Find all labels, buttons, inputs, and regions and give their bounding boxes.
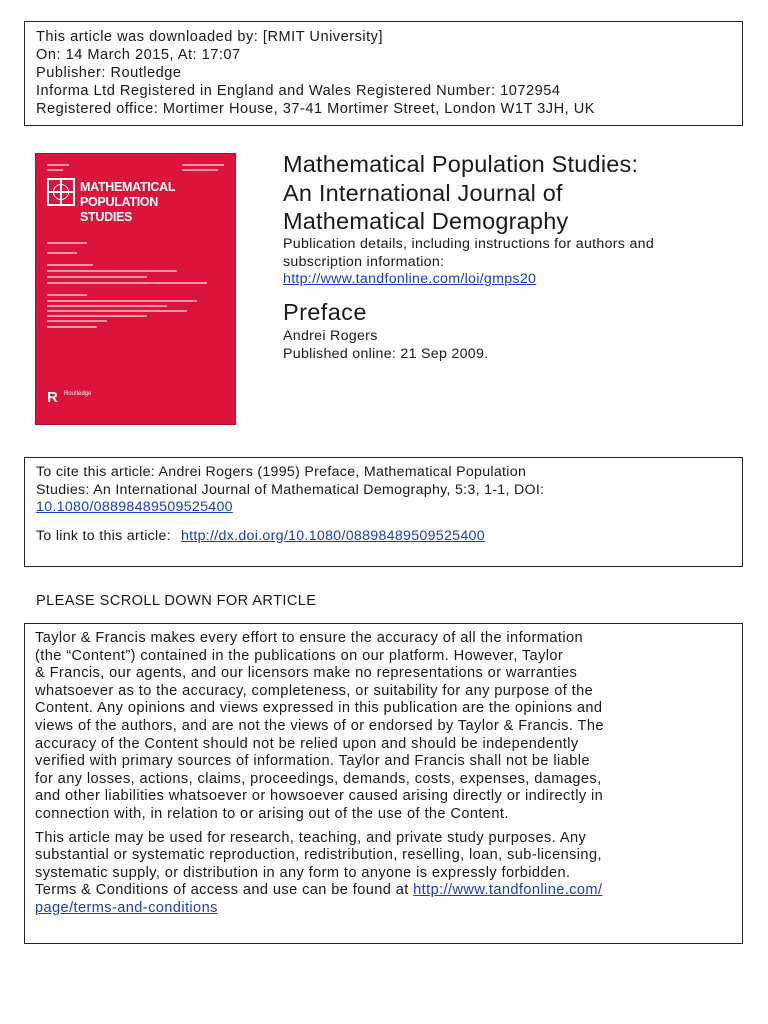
scroll-notice: PLEASE SCROLL DOWN FOR ARTICLE (36, 593, 317, 609)
disclaimer-line: and other liabilities whatsoever or howsoever caused arising directly or indirectly in (35, 788, 604, 805)
disclaimer-line: verified with primary sources of information. Taylor and Francis shall not be liable (35, 753, 590, 770)
disclaimer-line: accuracy of the Content should not be relied upon and should be independently (35, 735, 579, 752)
citation-line: Studies: An International Journal of Mathematical Demography, 5:3, 1-1, DOI: (36, 481, 545, 498)
download-info-line: Registered office: Mortimer House, 37-41 Mortimer Street, London W1T 3JH, UK (36, 101, 595, 117)
usage-line: systematic supply, or distribution in any form to anyone is expressly forbidden. (35, 864, 571, 881)
cover-text-line (47, 305, 167, 307)
cover-emblem-icon (47, 178, 75, 206)
cover-text-line (47, 310, 187, 312)
cover-text-line (47, 315, 147, 317)
download-info-line: Informa Ltd Registered in England and Wales Registered Number: 1072954 (36, 83, 561, 99)
disclaimer-line: views of the authors, and are not the views of or endorsed by Taylor & Francis. The (35, 717, 604, 734)
article-link-label: To link to this article: (36, 527, 171, 544)
cover-text-line (47, 276, 147, 278)
disclaimer-box (24, 623, 743, 944)
usage-paragraph (35, 830, 732, 918)
cover-text-line (182, 164, 224, 166)
cover-title-line: POPULATION (80, 195, 159, 209)
cover-title (80, 180, 230, 225)
disclaimer-line: for any losses, actions, claims, proceedings, demands, costs, expenses, damages, (35, 770, 602, 787)
citation-line: To cite this article: Andrei Rogers (1995) Preface, Mathematical Population (36, 464, 527, 480)
download-info-box (24, 21, 743, 126)
published-date: Published online: 21 Sep 2009. (283, 345, 489, 362)
cover-text-line (47, 282, 207, 284)
download-info-line: This article was downloaded by: [RMIT University] (36, 29, 384, 45)
cover-text-line (47, 252, 77, 254)
article-title: Preface (283, 299, 367, 325)
download-info-line: On: 14 March 2015, At: 17:07 (36, 47, 241, 63)
cover-title-line: MATHEMATICAL (80, 180, 176, 194)
author-name: Andrei Rogers (283, 328, 378, 344)
cover-text-line (47, 270, 177, 272)
cover-title-line: STUDIES (80, 210, 133, 224)
routledge-logo-icon: R (47, 389, 58, 406)
journal-title-line: Mathematical Demography (283, 208, 569, 234)
disclaimer-line: (the “Content”) contained in the publications on our platform. However, Taylor (35, 647, 564, 664)
publication-details-line: Publication details, including instructions for authors and (283, 236, 655, 252)
disclaimer-line: Content. Any opinions and views expressed in this publication are the opinions and (35, 700, 603, 717)
journal-title (283, 150, 638, 236)
journal-url-link[interactable]: http://www.tandfonline.com/loi/gmps20 (283, 271, 537, 287)
terms-line (35, 882, 732, 900)
cover-text-line (47, 264, 93, 266)
cover-text-line (47, 320, 107, 322)
disclaimer-line: connection with, in relation to or arising out of the use of the Content. (35, 805, 509, 822)
terms-prefix: Terms & Conditions of access and use can be found at (35, 882, 414, 899)
usage-line: This article may be used for research, teaching, and private study purposes. Any (35, 829, 587, 846)
journal-title-line: An International Journal of (283, 179, 563, 206)
publication-details (283, 236, 654, 289)
disclaimer-line: & Francis, our agents, and our licensors make no representations or warranties (35, 665, 578, 682)
disclaimer-line: whatsoever as to the accuracy, completeness, or suitability for any purpose of the (35, 682, 594, 699)
cover-text-line (47, 169, 63, 171)
disclaimer-line: Taylor & Francis makes every effort to ensure the accuracy of all the information (35, 630, 584, 646)
cover-text-line (182, 169, 218, 171)
cover-text-line (47, 300, 197, 302)
cover-text-line (47, 242, 87, 244)
publication-details-line: subscription information: (283, 253, 445, 270)
cover-text-line (47, 326, 97, 328)
article-link-line (36, 528, 731, 546)
terms-link-continued[interactable]: page/terms-and-conditions (35, 899, 218, 916)
doi-link[interactable]: 10.1080/08898489509525400 (36, 499, 233, 515)
cover-text-line (47, 164, 69, 166)
journal-title-line: Mathematical Population Studies: (283, 151, 639, 177)
author-block (283, 328, 488, 363)
download-info-line: Publisher: Routledge (36, 65, 182, 81)
citation-box (24, 457, 743, 567)
journal-cover-image (35, 153, 236, 425)
cover-text-line (47, 294, 87, 296)
article-link[interactable]: http://dx.doi.org/10.1080/08898489509525400 (180, 527, 485, 544)
cover-publisher-name: Routledge (64, 391, 92, 397)
usage-line: substantial or systematic reproduction, redistribution, reselling, loan, sub-licensing, (35, 847, 602, 864)
terms-link[interactable]: http://www.tandfonline.com/ (413, 882, 603, 899)
